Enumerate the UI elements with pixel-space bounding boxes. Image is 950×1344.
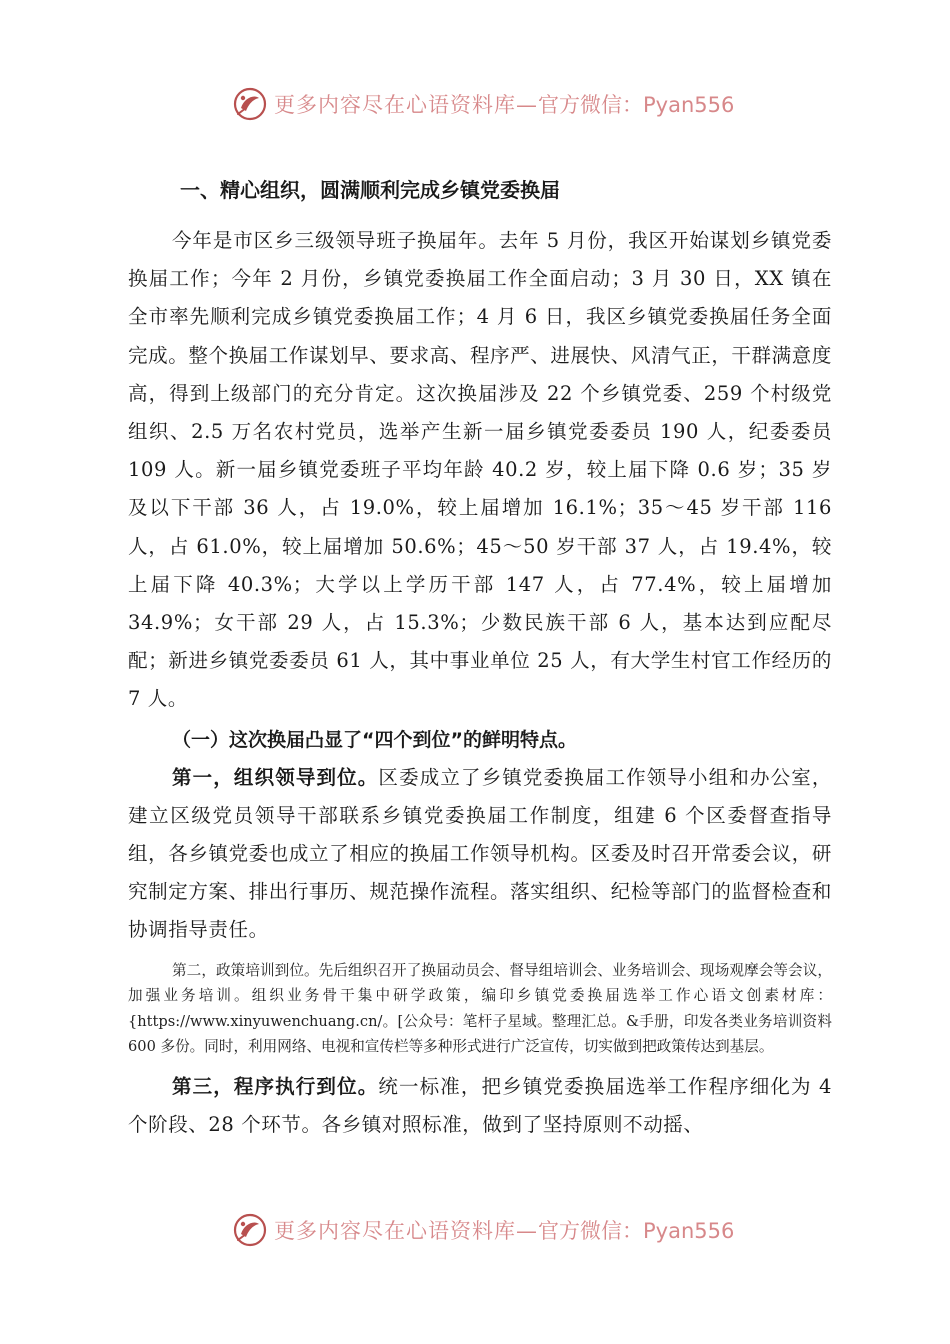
header-banner [232, 84, 752, 124]
logo-icon [232, 86, 268, 122]
logo-icon [232, 1212, 268, 1248]
footer-banner-text: 更多内容尽在心语资料库— [274, 1219, 538, 1243]
point-three-body: 统一标准，把乡镇党委换届选举工作程序细化为 4 个阶段、28 个环节。各乡镇对照标准，做到了坚持原则不动摇、 [128, 1075, 832, 1137]
header-banner-text: 更多内容尽在心语资料库— [274, 93, 538, 117]
point-one-body: 区委成立了乡镇党委换届工作领导小组和办公室，建立区级党员领导干部联系乡镇党委换届工作制度，组建 6 个区委督查指导组，各乡镇党委也成立了相应的换届工作领导机构。区委及时召开常委会议，研究制定方案、排出行事历、规范操作流程。落实组织、纪检等部门的监督检查和协调指导责任。 [128, 765, 832, 942]
intro-paragraph: 今年是市区乡三级领导班子换届年。去年 5 月份，我区开始谋划乡镇党委换届工作；今年 2 月份，乡镇党委换届工作全面启动；3 月 30 日，XX 镇在全市率先顺利完成乡镇党委换届工作；4 月 6 日，我区乡镇党委换届任务全面完成。整个换届工作谋划早、要求高、程序严、进展快、风清气正，干群满意度高，得到上级部门的充分肯定。这次换届涉及 22 个乡镇党委、259 个村级党组织、2.5 万名农村党员，选举产生新一届乡镇党委委员 190 人，纪委委员 109 人。新一届乡镇党委班子平均年龄 40.2 岁，较上届下降 0.6 岁；35 岁及以下干部 36 人，占 19.0%，较上届增加 16.1%；35～45 岁干部 116 人，占 61.0%，较上届增加 50.6%；45～50 岁干部 37 人，占 19.4%，较上届下降 40.3%；大学以上学历干部 147 人，占 77.4%，较上届增加 34.9%；女干部 29 人，占 15.3%；少数民族干部 6 人，基本达到应配尽配；新进乡镇党委委员 61 人，其中事业单位 25 人，有大学生村官工作经历的 7 人。 [128, 229, 832, 711]
footer-banner [232, 1210, 752, 1250]
section-heading: 一、精心组织，圆满顺利完成乡镇党委换届 [180, 178, 560, 202]
point-three-lead: 第三，程序执行到位。 [172, 1075, 379, 1099]
footer-wechat-text: 官方微信：Pyan556 [538, 1219, 735, 1243]
point-two-paragraph: 第二，政策培训到位。先后组织召开了换届动员会、督导组培训会、业务培训会、现场观摩会等会议，加强业务培训。组织业务骨干集中研学政策，编印乡镇党委换届选举工作心语文创素材库：{https://www.xinyuwenchuang.cn/。[公众号：笔杆子星域。整理汇总。&手册，印发各类业务培训资料 600 多份。同时，利用网络、电视和宣传栏等多种形式进行广泛宣传，切实做到把政策传达到基层。 [128, 961, 832, 1056]
point-three-paragraph [128, 1068, 832, 1144]
point-one-lead: 第一，组织领导到位。 [172, 765, 379, 789]
header-wechat-text: 官方微信：Pyan556 [538, 93, 735, 117]
subsection-heading: （一）这次换届凸显了“四个到位”的鲜明特点。 [172, 728, 577, 751]
document-body [128, 174, 832, 1144]
point-one-paragraph [128, 759, 832, 950]
